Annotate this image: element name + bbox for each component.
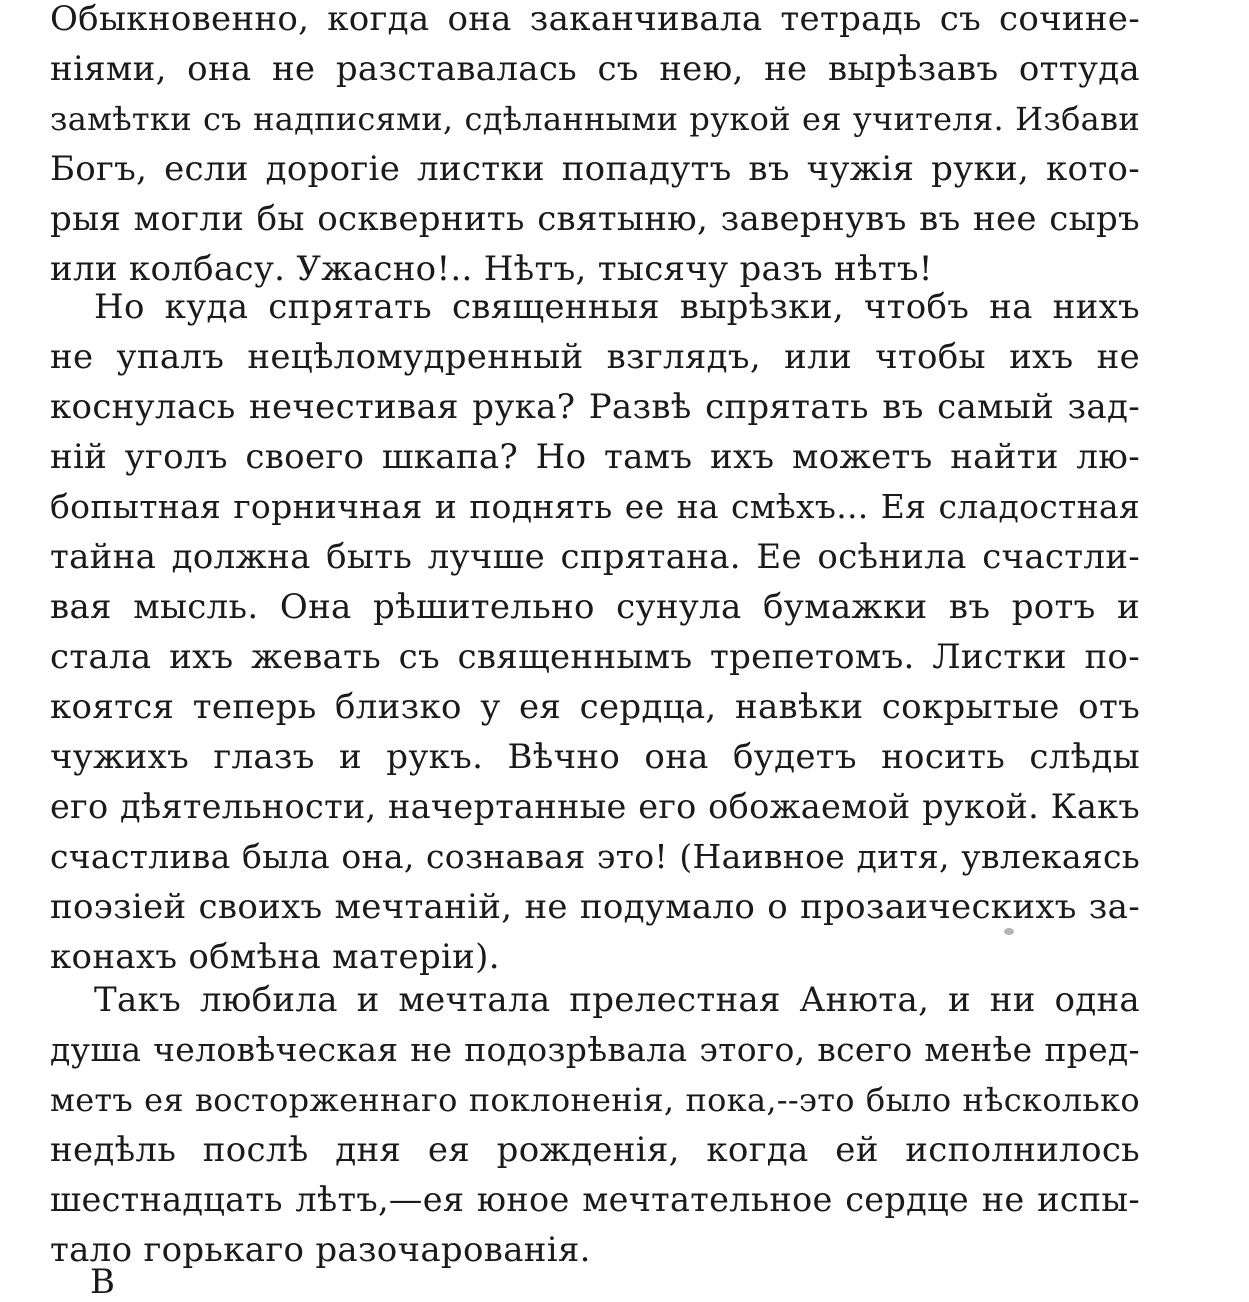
text-line: Обыкновенно, когда она заканчивала тетрадь съ сочине- — [50, 0, 1140, 39]
text-line: тало горькаго разочарованія. — [50, 1230, 591, 1270]
text-line: рыя могли бы осквернить святыню, завернувъ въ нее сыръ — [50, 199, 1140, 239]
text-line: коятся теперь близко у ея сердца, навѣки сокрытые отъ — [50, 687, 1140, 727]
print-speck — [1004, 928, 1014, 935]
text-line: ніями, она не разставалась съ нею, не вырѣзавъ оттуда — [50, 49, 1140, 89]
text-line: ній уголъ своего шкапа? Но тамъ ихъ можетъ найти лю- — [50, 437, 1140, 477]
text-line: замѣтки съ надписями, сдѣланными рукой ея учителя. Избави — [50, 100, 1140, 138]
text-line: конахъ обмѣна матеріи). — [50, 937, 500, 977]
text-line: его дѣятельности, начертанные его обожаемой рукой. Какъ — [50, 787, 1140, 826]
text-line: Богъ, если дорогіе листки попадутъ въ чужія руки, кото- — [50, 149, 1140, 189]
text-line: вая мысль. Она рѣшительно сунула бумажки въ ротъ и — [50, 587, 1140, 627]
text-line: Такъ любила и мечтала прелестная Анюта, и ни одна — [94, 980, 1140, 1020]
text-line: стала ихъ жевать съ священнымъ трепетомъ. Листки по- — [50, 637, 1140, 677]
text-line: Но куда спрятать священныя вырѣзки, чтобъ на нихъ — [94, 287, 1140, 327]
text-line: недѣль послѣ дня ея рожденія, когда ей исполнилось — [50, 1130, 1140, 1170]
text-line: поэзіей своихъ мечтаній, не подумало о прозаическихъ за- — [50, 887, 1140, 927]
text-line: коснулась нечестивая рука? Развѣ спрятать въ самый зад- — [50, 387, 1140, 427]
text-line: тайна должна быть лучше спрятана. Ее осѣнила счастли- — [50, 537, 1140, 577]
text-line: душа человѣческая не подозрѣвала этого, всего менѣе пред- — [50, 1030, 1140, 1069]
text-line: или колбасу. Ужасно!.. Нѣтъ, тысячу разъ нѣтъ! — [50, 249, 933, 289]
cutoff-line: В — [90, 1262, 115, 1302]
text-line: чужихъ глазъ и рукъ. Вѣчно она будетъ носить слѣды — [50, 737, 1140, 777]
text-line: метъ ея восторженнаго поклоненія, пока,--это было нѣсколько — [50, 1081, 1140, 1119]
text-line: не упалъ нецѣломудренный взглядъ, или чтобы ихъ не — [50, 337, 1140, 377]
text-line: счастлива была она, сознавая это! (Наивное дитя, увлекаясь — [50, 837, 1140, 876]
text-line: бопытная горничная и поднять ее на смѣхъ... Ея сладостная — [50, 487, 1140, 526]
text-line: шестнадцать лѣтъ,—ея юное мечтательное сердце не испы- — [50, 1180, 1140, 1219]
